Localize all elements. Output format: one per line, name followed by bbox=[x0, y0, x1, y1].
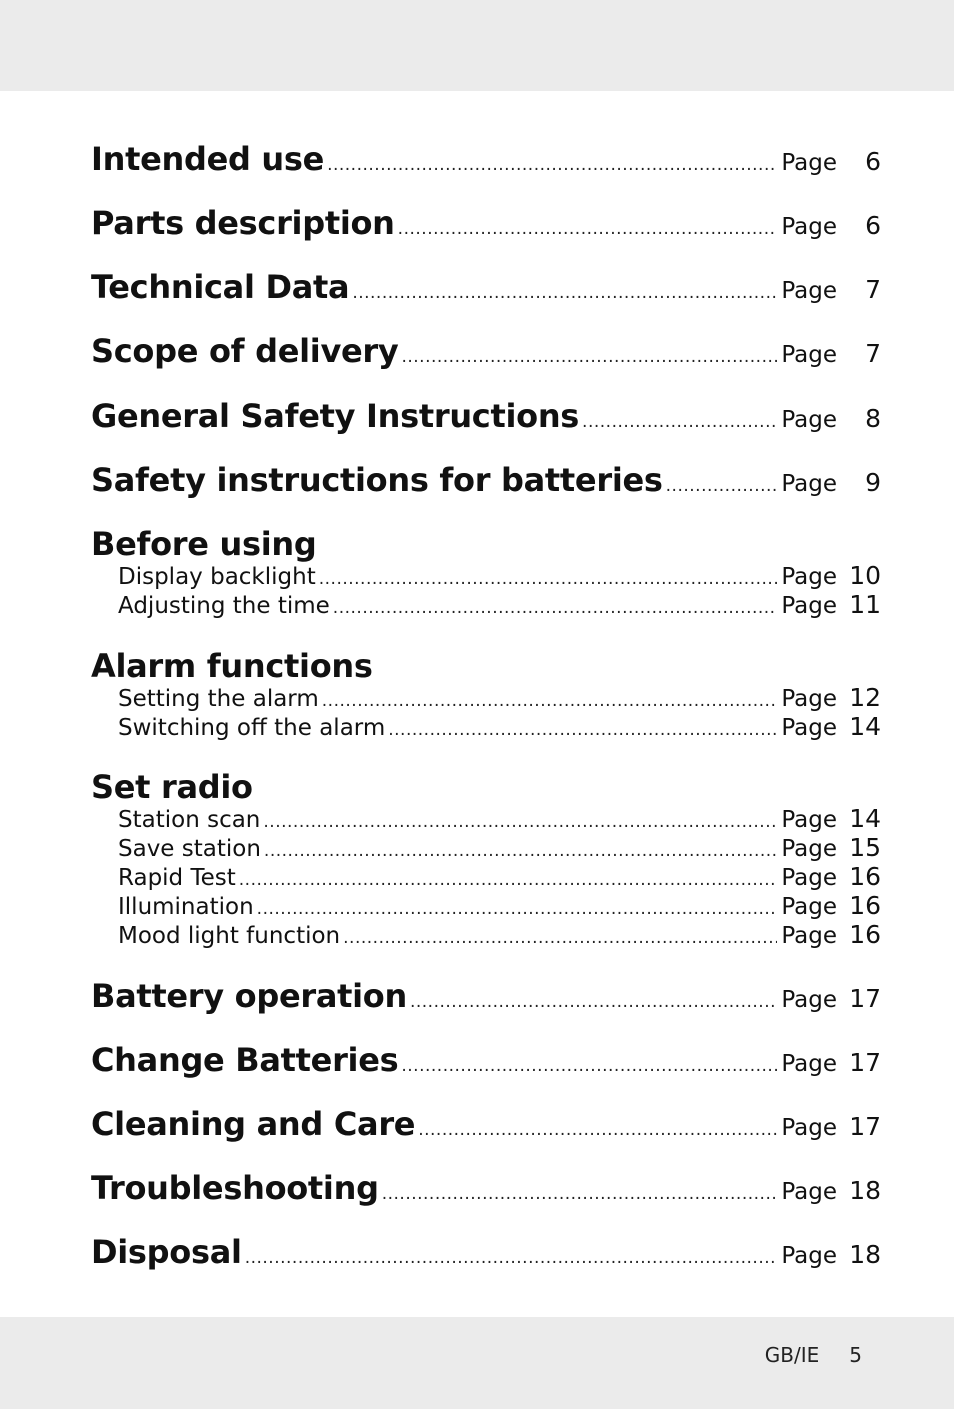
footer-page-number: 5 bbox=[849, 1343, 862, 1367]
page-label: Page bbox=[781, 564, 837, 590]
toc-subentry-title: Save station bbox=[118, 836, 261, 862]
toc-entry-technical-data[interactable] bbox=[91, 268, 881, 306]
dot-leader bbox=[666, 476, 778, 496]
dot-leader bbox=[319, 569, 778, 589]
page-label: Page bbox=[781, 150, 837, 176]
toc-subentry-display-backlight[interactable] bbox=[118, 561, 881, 590]
dot-leader bbox=[398, 219, 778, 239]
dot-leader bbox=[352, 283, 777, 303]
dot-leader bbox=[327, 155, 777, 175]
page-number: 9 bbox=[865, 468, 881, 497]
toc-entry-title: General Safety Instructions bbox=[91, 397, 580, 435]
toc-subentry-title: Switching off the alarm bbox=[118, 715, 386, 741]
page-number: 8 bbox=[865, 404, 881, 433]
footer-region: GB/IE bbox=[764, 1343, 820, 1367]
page-label: Page bbox=[781, 836, 837, 862]
dot-leader bbox=[263, 812, 777, 832]
toc-entry-safety-instructions-batteries[interactable] bbox=[91, 461, 881, 499]
toc-subentry-adjusting-time[interactable] bbox=[118, 590, 881, 619]
toc-entry-title: Troubleshooting bbox=[91, 1169, 379, 1207]
page-number: 17 bbox=[849, 1048, 881, 1077]
page-number: 16 bbox=[849, 920, 881, 949]
page-label: Page bbox=[781, 1179, 837, 1205]
toc-subentry-title: Illumination bbox=[118, 894, 254, 920]
page-number: 7 bbox=[865, 275, 881, 304]
page-number: 6 bbox=[865, 147, 881, 176]
page-number: 6 bbox=[865, 211, 881, 240]
toc-entry-change-batteries[interactable] bbox=[91, 1041, 881, 1079]
toc-entry-title: Disposal bbox=[91, 1233, 242, 1271]
page-number: 14 bbox=[849, 712, 881, 741]
page-label: Page bbox=[781, 1051, 837, 1077]
toc-entry-battery-operation[interactable] bbox=[91, 977, 881, 1015]
page-label: Page bbox=[781, 593, 837, 619]
page-label: Page bbox=[781, 865, 837, 891]
dot-leader bbox=[410, 992, 777, 1012]
toc-subentry-station-scan[interactable] bbox=[118, 804, 881, 833]
page-label: Page bbox=[781, 923, 837, 949]
toc-entry-intended-use[interactable] bbox=[91, 140, 881, 178]
page-label: Page bbox=[781, 807, 837, 833]
dot-leader bbox=[239, 870, 778, 890]
page-label: Page bbox=[781, 1115, 837, 1141]
dot-leader bbox=[245, 1248, 778, 1268]
page-label: Page bbox=[781, 987, 837, 1013]
dot-leader bbox=[401, 1056, 777, 1076]
toc-entry-scope-of-delivery[interactable] bbox=[91, 332, 881, 370]
toc-entry-cleaning-and-care[interactable] bbox=[91, 1105, 881, 1143]
page-label: Page bbox=[781, 214, 837, 240]
dot-leader bbox=[418, 1120, 777, 1140]
page-label: Page bbox=[781, 715, 837, 741]
page-footer bbox=[765, 1343, 862, 1367]
page-number: 17 bbox=[849, 1112, 881, 1141]
page-number: 16 bbox=[849, 891, 881, 920]
toc-entry-title: Battery operation bbox=[91, 977, 407, 1015]
dot-leader bbox=[388, 720, 777, 740]
toc-subentry-title: Adjusting the time bbox=[118, 593, 330, 619]
toc-subentry-illumination[interactable] bbox=[118, 891, 881, 920]
dot-leader bbox=[343, 928, 777, 948]
toc-entry-troubleshooting[interactable] bbox=[91, 1169, 881, 1207]
page-number: 18 bbox=[849, 1176, 881, 1205]
toc-subentry-title: Setting the alarm bbox=[118, 686, 319, 712]
page-number: 16 bbox=[849, 862, 881, 891]
page-number: 14 bbox=[849, 804, 881, 833]
toc-subentry-title: Display backlight bbox=[118, 564, 316, 590]
page-label: Page bbox=[781, 278, 837, 304]
toc-entry-general-safety-instructions[interactable] bbox=[91, 397, 881, 435]
page-number: 10 bbox=[849, 561, 881, 590]
toc-entry-disposal[interactable] bbox=[91, 1233, 881, 1271]
toc-entry-title: Intended use bbox=[91, 140, 325, 178]
page-label: Page bbox=[781, 342, 837, 368]
page-label: Page bbox=[781, 471, 837, 497]
page-number: 15 bbox=[849, 833, 881, 862]
toc-subentry-setting-alarm[interactable] bbox=[118, 683, 881, 712]
dot-leader bbox=[382, 1184, 778, 1204]
page-number: 18 bbox=[849, 1240, 881, 1269]
toc-entry-title: Cleaning and Care bbox=[91, 1105, 416, 1143]
toc-entry-title: Change Batteries bbox=[91, 1041, 399, 1079]
toc-entry-title: Parts description bbox=[91, 204, 395, 242]
section-heading-set-radio[interactable]: Set radio bbox=[91, 768, 253, 806]
dot-leader bbox=[322, 691, 778, 711]
toc-subentry-title: Station scan bbox=[118, 807, 261, 833]
page-number: 17 bbox=[849, 984, 881, 1013]
toc-subentry-title: Mood light function bbox=[118, 923, 341, 949]
toc-entry-parts-description[interactable] bbox=[91, 204, 881, 242]
page-label: Page bbox=[781, 1243, 837, 1269]
toc-subentry-save-station[interactable] bbox=[118, 833, 881, 862]
page-number: 12 bbox=[849, 683, 881, 712]
toc-subentry-switching-off-alarm[interactable] bbox=[118, 712, 881, 741]
dot-leader bbox=[333, 598, 778, 618]
dot-leader bbox=[257, 899, 778, 919]
section-heading-alarm-functions[interactable]: Alarm functions bbox=[91, 647, 373, 685]
toc-subentry-rapid-test[interactable] bbox=[118, 862, 881, 891]
dot-leader bbox=[264, 841, 777, 861]
page-label: Page bbox=[781, 407, 837, 433]
dot-leader bbox=[582, 412, 777, 432]
toc-entry-title: Safety instructions for batteries bbox=[91, 461, 663, 499]
page-number: 11 bbox=[849, 590, 881, 619]
toc-subentry-mood-light-function[interactable] bbox=[118, 920, 881, 949]
section-heading-before-using[interactable]: Before using bbox=[91, 525, 317, 563]
toc-subentry-title: Rapid Test bbox=[118, 865, 236, 891]
page-number: 7 bbox=[865, 339, 881, 368]
dot-leader bbox=[401, 347, 777, 367]
toc-entry-title: Technical Data bbox=[91, 268, 350, 306]
toc-entry-title: Scope of delivery bbox=[91, 332, 399, 370]
page-label: Page bbox=[781, 894, 837, 920]
page-label: Page bbox=[781, 686, 837, 712]
